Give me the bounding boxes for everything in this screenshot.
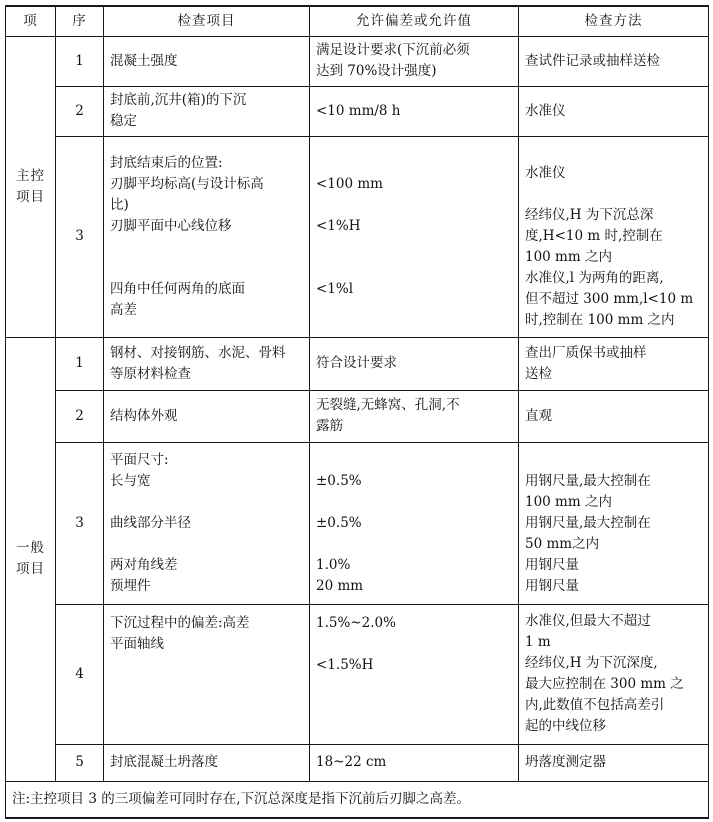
cell-line: 20 mm: [316, 577, 364, 594]
cell-line: ±0.5%: [316, 514, 362, 531]
cell-line: [316, 634, 512, 655]
cell-line: 1.0%: [316, 556, 351, 573]
table-row: [6, 390, 709, 442]
cell-lines: [525, 343, 702, 385]
cell-line: 100 mm 之内: [525, 249, 612, 265]
cell-lines: [525, 752, 702, 773]
cell-line: <10 mm/8 h: [316, 102, 401, 119]
table-row: [6, 86, 709, 136]
row-item: [104, 136, 310, 337]
row-method: [519, 86, 709, 136]
cell-line: 钢材、对接钢筋、水泥、骨料: [110, 344, 286, 361]
cell-line: 封底结束后的位置:: [110, 154, 223, 171]
row-method: [519, 744, 709, 781]
cell-line: 直观: [525, 407, 552, 424]
cell-line: <1.5%H: [316, 656, 374, 673]
cell-line: 1 m: [525, 634, 551, 650]
row-item: [104, 604, 310, 744]
cell-line: 坍落度测定器: [525, 754, 606, 770]
row-seq: 5: [56, 744, 104, 781]
header-row: [6, 6, 709, 36]
cell-line: 长与宽: [110, 472, 151, 489]
row-seq: 3: [56, 442, 104, 604]
row-tolerance: [310, 136, 519, 337]
cell-line: 水准仪,但最大不超过: [525, 613, 651, 629]
cell-line: 50 mm之内: [525, 535, 600, 552]
cell-lines: [110, 752, 303, 773]
cell-line: [316, 300, 512, 321]
cell-line: 度,H<10 m 时,控制在: [525, 228, 663, 244]
table-row: [6, 36, 709, 86]
cell-line: 18~22 cm: [316, 754, 387, 770]
row-tolerance: [310, 604, 519, 744]
cell-lines: [525, 450, 702, 597]
cell-line: 四角中任何两角的底面: [110, 280, 245, 297]
cell-lines: [316, 395, 512, 437]
row-method: [519, 390, 709, 442]
cell-line: 封底前,沉井(箱)的下沉: [110, 92, 247, 108]
row-item: [104, 337, 310, 390]
cell-lines: [525, 51, 702, 72]
cell-lines: [525, 142, 702, 331]
row-tolerance: [310, 442, 519, 604]
row-seq: 2: [56, 86, 104, 136]
cell-line: [525, 142, 702, 163]
cell-lines: [110, 153, 303, 321]
header-tolerance: 允许偏差或允许值: [310, 6, 519, 36]
cell-line: [110, 492, 303, 513]
cell-line: 达到 70%设计强度): [316, 63, 437, 79]
group-general: [6, 337, 56, 781]
table-row: [6, 604, 709, 744]
cell-line: 高差: [110, 301, 137, 318]
note-row: [6, 781, 709, 818]
cell-line: 刃脚平均标高(与设计标高: [110, 175, 264, 192]
cell-line: 刃脚平面中心线位移: [110, 217, 232, 234]
cell-lines: [316, 752, 512, 773]
cell-line: 查出厂质保书或抽样: [525, 344, 647, 361]
cell-lines: [110, 450, 303, 597]
table-row: [6, 744, 709, 781]
cell-line: 内,此数值不包括高差引: [525, 697, 665, 713]
row-method: [519, 136, 709, 337]
cell-line: <1%H: [316, 217, 361, 234]
row-tolerance: [310, 86, 519, 136]
row-method: [519, 337, 709, 390]
cell-line: 水准仪,l 为两角的距离,: [525, 270, 664, 286]
group-label-line: 项目: [16, 188, 45, 205]
cell-line: [316, 153, 512, 174]
cell-line: [316, 258, 512, 279]
row-tolerance: [310, 337, 519, 390]
header-item: 检查项目: [104, 6, 310, 36]
cell-line: 但不超过 300 mm,l<10 m: [525, 291, 694, 307]
cell-line: 平面尺寸:: [110, 451, 169, 468]
row-item: [104, 390, 310, 442]
cell-line: 混凝土强度: [110, 52, 178, 69]
row-item: [104, 744, 310, 781]
cell-line: 符合设计要求: [316, 355, 397, 371]
row-seq: 2: [56, 390, 104, 442]
header-seq: 序: [56, 6, 104, 36]
cell-line: 经纬仪,H 为下沉深度,: [525, 655, 658, 671]
cell-lines: [316, 153, 512, 321]
cell-lines: [316, 450, 512, 597]
row-seq: 1: [56, 337, 104, 390]
group-main-control: [6, 36, 56, 337]
cell-line: [525, 184, 702, 205]
cell-line: 用钢尺量,最大控制在: [525, 472, 651, 489]
cell-line: 送检: [525, 365, 552, 382]
cell-line: 起的中线位移: [525, 718, 606, 734]
cell-line: 等原材料检查: [110, 365, 191, 382]
row-method: [519, 442, 709, 604]
cell-lines: [316, 353, 512, 374]
cell-line: 水准仪: [525, 102, 566, 119]
row-seq: 4: [56, 604, 104, 744]
cell-lines: [525, 611, 702, 737]
group-label-line: 项目: [16, 561, 45, 577]
cell-line: 两对角线差: [110, 556, 178, 573]
cell-line: 曲线部分半径: [110, 514, 191, 531]
table-note: 注:主控项目 3 的三项偏差可同时存在,下沉总深度是指下沉前后刃脚之高差。: [6, 781, 709, 818]
cell-line: 封底混凝土坍落度: [110, 754, 218, 770]
row-seq: 1: [56, 36, 104, 86]
header-method: 检查方法: [519, 6, 709, 36]
cell-line: 水准仪: [525, 165, 566, 181]
cell-line: 最大应控制在 300 mm 之: [525, 676, 684, 692]
cell-line: 100 mm 之内: [525, 493, 612, 510]
row-method: [519, 36, 709, 86]
cell-line: 无裂缝,无蜂窝、孔洞,不: [316, 397, 460, 413]
row-method: [519, 604, 709, 744]
cell-lines: [525, 101, 702, 122]
inspection-table: [5, 5, 709, 819]
cell-line: 下沉过程中的偏差:高差: [110, 614, 250, 631]
cell-line: [316, 534, 512, 555]
cell-lines: [110, 51, 303, 72]
cell-line: 用钢尺量,最大控制在: [525, 514, 651, 531]
row-tolerance: [310, 36, 519, 86]
row-item: [104, 36, 310, 86]
cell-line: 露筋: [316, 418, 343, 434]
cell-lines: [110, 406, 303, 427]
cell-line: <100 mm: [316, 175, 383, 192]
cell-line: 时,控制在 100 mm 之内: [525, 312, 675, 328]
cell-line: [110, 258, 303, 279]
row-item: [104, 86, 310, 136]
cell-line: [316, 492, 512, 513]
cell-line: 结构体外观: [110, 407, 178, 424]
cell-line: 用钢尺量: [525, 577, 579, 594]
group-label-line: 主控: [16, 167, 45, 184]
cell-line: [525, 450, 702, 471]
table-row: [6, 337, 709, 390]
cell-line: 1.5%~2.0%: [316, 614, 396, 631]
cell-line: [110, 237, 303, 258]
cell-line: 查试件记录或抽样送检: [525, 52, 660, 69]
cell-line: 平面轴线: [110, 635, 164, 652]
table-row: [6, 442, 709, 604]
cell-line: <1%l: [316, 280, 354, 297]
cell-line: ±0.5%: [316, 472, 362, 489]
cell-line: [316, 195, 512, 216]
row-item: [104, 442, 310, 604]
cell-lines: [110, 90, 303, 132]
cell-lines: [110, 343, 303, 385]
cell-line: [316, 450, 512, 471]
cell-line: 比): [110, 196, 129, 213]
row-seq: 3: [56, 136, 104, 337]
table-row: [6, 136, 709, 337]
cell-lines: [316, 40, 512, 82]
cell-lines: [316, 613, 512, 676]
group-label-line: 一般: [16, 540, 45, 556]
cell-line: 经纬仪,H 为下沉总深: [525, 207, 654, 223]
cell-line: 稳定: [110, 113, 137, 129]
cell-lines: [110, 613, 303, 655]
cell-line: [316, 237, 512, 258]
row-tolerance: [310, 390, 519, 442]
header-category: 项: [6, 6, 56, 36]
cell-line: [110, 534, 303, 555]
cell-line: 预埋件: [110, 577, 151, 594]
row-tolerance: [310, 744, 519, 781]
cell-line: 满足设计要求(下沉前必须: [316, 42, 470, 58]
cell-lines: [316, 101, 512, 122]
cell-lines: [525, 406, 702, 427]
cell-line: 用钢尺量: [525, 556, 579, 573]
